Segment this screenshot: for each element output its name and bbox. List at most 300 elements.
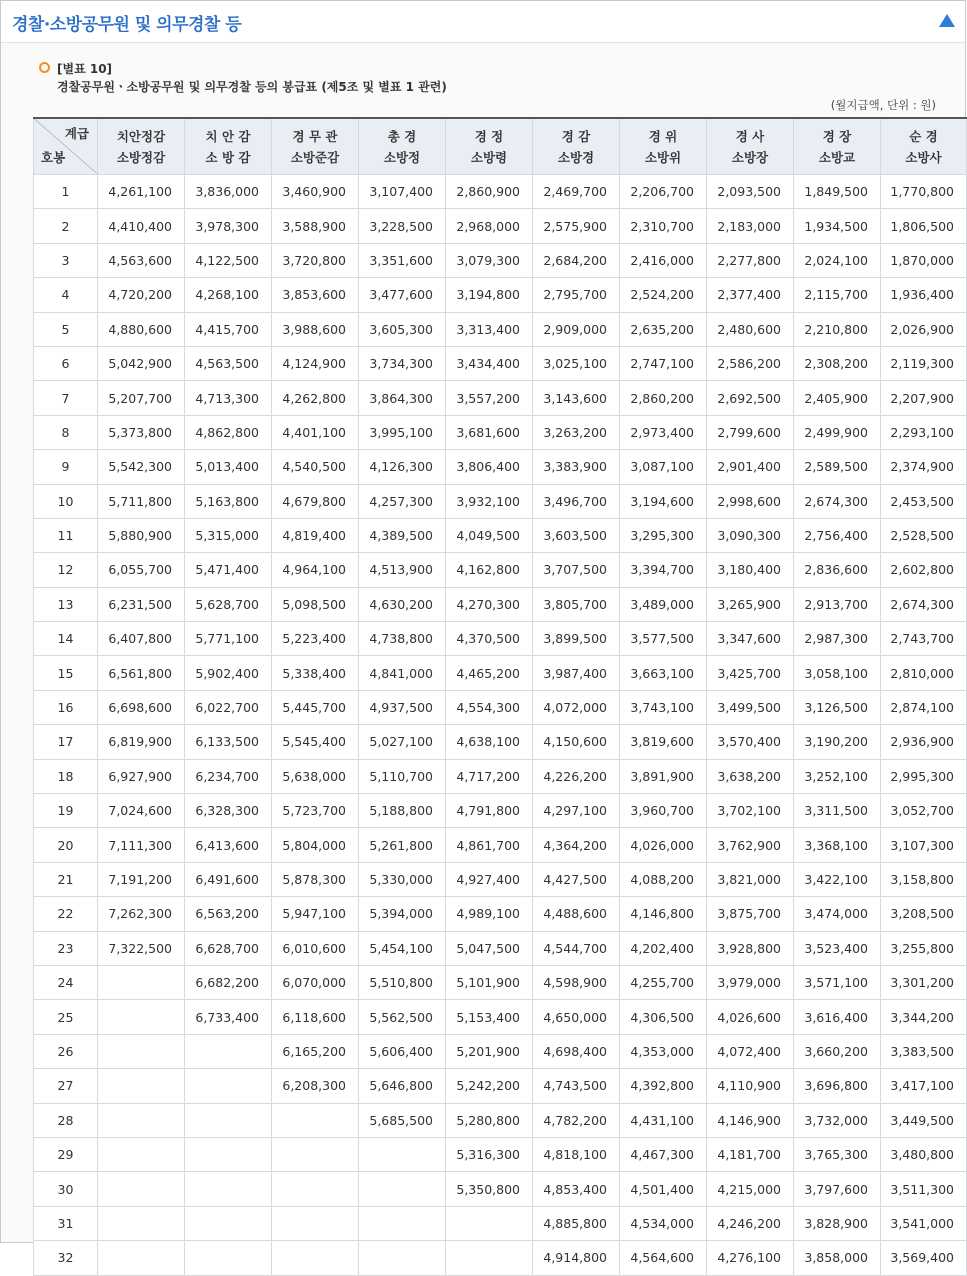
step-cell: 25 bbox=[34, 1000, 98, 1034]
salary-cell: 4,738,800 bbox=[359, 622, 446, 656]
salary-cell: 4,150,600 bbox=[533, 725, 620, 759]
salary-cell: 4,268,100 bbox=[185, 278, 272, 312]
salary-cell: 3,394,700 bbox=[620, 553, 707, 587]
salary-cell: 3,480,800 bbox=[881, 1137, 967, 1171]
salary-cell bbox=[98, 1000, 185, 1034]
salary-cell: 5,316,300 bbox=[446, 1137, 533, 1171]
police-rank-label: 경 사 bbox=[735, 128, 765, 144]
salary-cell: 3,460,900 bbox=[272, 175, 359, 209]
salary-cell: 5,315,000 bbox=[185, 518, 272, 552]
salary-cell: 2,589,500 bbox=[794, 450, 881, 484]
salary-cell: 3,252,100 bbox=[794, 759, 881, 793]
salary-cell: 4,713,300 bbox=[185, 381, 272, 415]
salary-cell: 2,674,300 bbox=[881, 587, 967, 621]
salary-cell: 4,410,400 bbox=[98, 209, 185, 243]
salary-cell: 4,989,100 bbox=[446, 897, 533, 931]
salary-cell: 3,058,100 bbox=[794, 656, 881, 690]
salary-cell: 4,181,700 bbox=[707, 1137, 794, 1171]
salary-cell: 4,270,300 bbox=[446, 587, 533, 621]
salary-cell: 3,765,300 bbox=[794, 1137, 881, 1171]
salary-cell: 3,351,600 bbox=[359, 243, 446, 277]
salary-cell: 4,937,500 bbox=[359, 690, 446, 724]
corner-rank-label: 계급 bbox=[64, 126, 89, 141]
salary-cell: 4,544,700 bbox=[533, 931, 620, 965]
salary-cell: 3,988,600 bbox=[272, 312, 359, 346]
salary-cell: 4,026,600 bbox=[707, 1000, 794, 1034]
table-row bbox=[34, 518, 967, 552]
salary-cell: 2,913,700 bbox=[794, 587, 881, 621]
police-rank-label: 경 감 bbox=[561, 128, 591, 144]
salary-cell: 5,606,400 bbox=[359, 1034, 446, 1068]
salary-cell: 5,628,700 bbox=[185, 587, 272, 621]
police-rank-label: 치안정감 bbox=[116, 128, 166, 144]
salary-cell bbox=[446, 1206, 533, 1240]
salary-cell bbox=[98, 1172, 185, 1206]
salary-cell: 6,328,300 bbox=[185, 794, 272, 828]
salary-cell: 3,720,800 bbox=[272, 243, 359, 277]
salary-cell: 3,422,100 bbox=[794, 862, 881, 896]
salary-cell: 5,685,500 bbox=[359, 1103, 446, 1137]
salary-cell: 4,885,800 bbox=[533, 1206, 620, 1240]
salary-cell: 3,875,700 bbox=[707, 897, 794, 931]
salary-cell: 2,416,000 bbox=[620, 243, 707, 277]
salary-cell: 4,819,400 bbox=[272, 518, 359, 552]
salary-cell: 7,111,300 bbox=[98, 828, 185, 862]
column-header bbox=[359, 118, 446, 175]
salary-cell: 6,561,800 bbox=[98, 656, 185, 690]
salary-cell: 4,540,500 bbox=[272, 450, 359, 484]
salary-cell: 3,707,500 bbox=[533, 553, 620, 587]
police-rank-label: 경 무 관 bbox=[292, 128, 338, 144]
step-cell: 9 bbox=[34, 450, 98, 484]
salary-cell: 3,523,400 bbox=[794, 931, 881, 965]
salary-cell: 6,491,600 bbox=[185, 862, 272, 896]
salary-cell: 3,569,400 bbox=[881, 1241, 967, 1275]
salary-cell: 6,010,600 bbox=[272, 931, 359, 965]
salary-cell: 3,126,500 bbox=[794, 690, 881, 724]
salary-cell: 4,215,000 bbox=[707, 1172, 794, 1206]
step-cell: 12 bbox=[34, 553, 98, 587]
salary-cell: 2,119,300 bbox=[881, 346, 967, 380]
circle-bullet-icon bbox=[39, 62, 50, 73]
salary-cell: 3,079,300 bbox=[446, 243, 533, 277]
salary-cell: 3,107,300 bbox=[881, 828, 967, 862]
step-cell: 26 bbox=[34, 1034, 98, 1068]
table-row bbox=[34, 278, 967, 312]
column-header bbox=[533, 118, 620, 175]
step-cell: 10 bbox=[34, 484, 98, 518]
salary-cell: 3,489,000 bbox=[620, 587, 707, 621]
salary-cell: 2,602,800 bbox=[881, 553, 967, 587]
step-cell: 14 bbox=[34, 622, 98, 656]
salary-cell: 3,638,200 bbox=[707, 759, 794, 793]
salary-cell: 1,936,400 bbox=[881, 278, 967, 312]
fire-rank-label: 소방사 bbox=[905, 149, 942, 165]
salary-cell: 1,849,500 bbox=[794, 175, 881, 209]
salary-cell: 6,413,600 bbox=[185, 828, 272, 862]
salary-cell: 3,541,000 bbox=[881, 1206, 967, 1240]
salary-cell: 3,853,600 bbox=[272, 278, 359, 312]
salary-cell: 2,207,900 bbox=[881, 381, 967, 415]
salary-cell: 2,453,500 bbox=[881, 484, 967, 518]
salary-cell: 2,674,300 bbox=[794, 484, 881, 518]
column-header bbox=[707, 118, 794, 175]
salary-cell: 3,255,800 bbox=[881, 931, 967, 965]
salary-cell: 5,771,100 bbox=[185, 622, 272, 656]
salary-cell: 6,698,600 bbox=[98, 690, 185, 724]
step-cell: 31 bbox=[34, 1206, 98, 1240]
salary-cell: 3,616,400 bbox=[794, 1000, 881, 1034]
fire-rank-label: 소방준감 bbox=[290, 149, 340, 165]
salary-cell: 5,047,500 bbox=[446, 931, 533, 965]
table-row bbox=[34, 725, 967, 759]
table-row bbox=[34, 931, 967, 965]
salary-cell: 5,013,400 bbox=[185, 450, 272, 484]
corner-step-label: 호봉 bbox=[41, 150, 66, 165]
salary-cell: 6,118,600 bbox=[272, 1000, 359, 1034]
salary-cell: 6,022,700 bbox=[185, 690, 272, 724]
salary-cell: 5,471,400 bbox=[185, 553, 272, 587]
salary-cell: 3,702,100 bbox=[707, 794, 794, 828]
salary-cell: 2,377,400 bbox=[707, 278, 794, 312]
salary-cell: 5,163,800 bbox=[185, 484, 272, 518]
salary-cell: 4,880,600 bbox=[98, 312, 185, 346]
step-cell: 23 bbox=[34, 931, 98, 965]
salary-cell: 4,563,600 bbox=[98, 243, 185, 277]
salary-cell: 5,207,700 bbox=[98, 381, 185, 415]
salary-cell: 7,191,200 bbox=[98, 862, 185, 896]
salary-cell: 3,194,600 bbox=[620, 484, 707, 518]
salary-cell: 2,860,200 bbox=[620, 381, 707, 415]
salary-cell: 3,190,200 bbox=[794, 725, 881, 759]
salary-cell: 2,528,500 bbox=[881, 518, 967, 552]
salary-cell: 3,228,500 bbox=[359, 209, 446, 243]
salary-cell: 6,234,700 bbox=[185, 759, 272, 793]
salary-cell: 4,353,000 bbox=[620, 1034, 707, 1068]
salary-cell: 5,280,800 bbox=[446, 1103, 533, 1137]
fire-rank-label: 소방령 bbox=[470, 149, 508, 165]
salary-cell: 5,261,800 bbox=[359, 828, 446, 862]
salary-cell: 4,563,500 bbox=[185, 346, 272, 380]
table-row bbox=[34, 656, 967, 690]
step-cell: 30 bbox=[34, 1172, 98, 1206]
salary-cell: 4,389,500 bbox=[359, 518, 446, 552]
salary-cell: 4,564,600 bbox=[620, 1241, 707, 1275]
salary-cell bbox=[272, 1241, 359, 1275]
salary-cell bbox=[185, 1034, 272, 1068]
salary-cell: 5,723,700 bbox=[272, 794, 359, 828]
salary-cell: 3,603,500 bbox=[533, 518, 620, 552]
salary-cell: 5,110,700 bbox=[359, 759, 446, 793]
salary-cell: 3,819,600 bbox=[620, 725, 707, 759]
salary-cell: 4,370,500 bbox=[446, 622, 533, 656]
table-row bbox=[34, 897, 967, 931]
salary-cell: 2,998,600 bbox=[707, 484, 794, 518]
salary-cell: 3,891,900 bbox=[620, 759, 707, 793]
salary-cell: 4,306,500 bbox=[620, 1000, 707, 1034]
salary-cell bbox=[98, 1034, 185, 1068]
table-row bbox=[34, 1172, 967, 1206]
salary-cell: 3,762,900 bbox=[707, 828, 794, 862]
salary-cell: 6,231,500 bbox=[98, 587, 185, 621]
salary-cell: 2,026,900 bbox=[881, 312, 967, 346]
table-row bbox=[34, 1034, 967, 1068]
police-rank-label: 총 경 bbox=[387, 128, 417, 144]
step-cell: 13 bbox=[34, 587, 98, 621]
table-row bbox=[34, 1069, 967, 1103]
salary-cell: 5,445,700 bbox=[272, 690, 359, 724]
table-row bbox=[34, 1103, 967, 1137]
salary-cell: 2,836,600 bbox=[794, 553, 881, 587]
salary-cell: 4,698,400 bbox=[533, 1034, 620, 1068]
salary-cell: 3,899,500 bbox=[533, 622, 620, 656]
fire-rank-label: 소방정 bbox=[383, 149, 421, 165]
salary-cell: 6,563,200 bbox=[185, 897, 272, 931]
salary-cell bbox=[185, 1069, 272, 1103]
salary-cell: 5,394,000 bbox=[359, 897, 446, 931]
salary-cell: 3,864,300 bbox=[359, 381, 446, 415]
salary-cell: 2,799,600 bbox=[707, 415, 794, 449]
salary-cell: 5,338,400 bbox=[272, 656, 359, 690]
salary-cell: 5,101,900 bbox=[446, 965, 533, 999]
salary-cell: 3,577,500 bbox=[620, 622, 707, 656]
salary-cell: 5,510,800 bbox=[359, 965, 446, 999]
salary-cell: 2,901,400 bbox=[707, 450, 794, 484]
salary-cell: 2,995,300 bbox=[881, 759, 967, 793]
salary-cell: 4,297,100 bbox=[533, 794, 620, 828]
salary-cell: 7,322,500 bbox=[98, 931, 185, 965]
salary-cell bbox=[98, 1241, 185, 1275]
salary-cell: 5,545,400 bbox=[272, 725, 359, 759]
salary-cell: 5,562,500 bbox=[359, 1000, 446, 1034]
table-row bbox=[34, 312, 967, 346]
step-cell: 11 bbox=[34, 518, 98, 552]
salary-cell: 4,465,200 bbox=[446, 656, 533, 690]
salary-cell: 3,368,100 bbox=[794, 828, 881, 862]
salary-cell: 4,122,500 bbox=[185, 243, 272, 277]
salary-cell: 2,860,900 bbox=[446, 175, 533, 209]
salary-cell bbox=[272, 1103, 359, 1137]
table-row bbox=[34, 346, 967, 380]
salary-cell: 3,732,000 bbox=[794, 1103, 881, 1137]
salary-cell: 3,605,300 bbox=[359, 312, 446, 346]
salary-cell: 4,088,200 bbox=[620, 862, 707, 896]
salary-cell: 1,806,500 bbox=[881, 209, 967, 243]
salary-cell: 3,087,100 bbox=[620, 450, 707, 484]
salary-cell: 6,055,700 bbox=[98, 553, 185, 587]
salary-cell: 2,499,900 bbox=[794, 415, 881, 449]
salary-cell: 2,743,700 bbox=[881, 622, 967, 656]
table-row bbox=[34, 1241, 967, 1275]
salary-cell: 4,964,100 bbox=[272, 553, 359, 587]
salary-cell: 5,188,800 bbox=[359, 794, 446, 828]
salary-cell: 6,819,900 bbox=[98, 725, 185, 759]
police-rank-label: 경 정 bbox=[474, 128, 504, 144]
salary-cell: 2,293,100 bbox=[881, 415, 967, 449]
step-cell: 18 bbox=[34, 759, 98, 793]
salary-cell: 3,107,400 bbox=[359, 175, 446, 209]
salary-cell: 1,934,500 bbox=[794, 209, 881, 243]
salary-cell: 2,480,600 bbox=[707, 312, 794, 346]
salary-cell: 3,806,400 bbox=[446, 450, 533, 484]
fire-rank-label: 소방위 bbox=[644, 149, 682, 165]
step-cell: 22 bbox=[34, 897, 98, 931]
step-cell: 28 bbox=[34, 1103, 98, 1137]
salary-cell: 3,571,100 bbox=[794, 965, 881, 999]
salary-cell: 3,828,900 bbox=[794, 1206, 881, 1240]
salary-cell bbox=[446, 1241, 533, 1275]
salary-cell: 3,449,500 bbox=[881, 1103, 967, 1137]
table-number: [별표 10] bbox=[57, 62, 113, 76]
salary-cell: 3,194,800 bbox=[446, 278, 533, 312]
salary-cell: 2,968,000 bbox=[446, 209, 533, 243]
salary-cell: 4,853,400 bbox=[533, 1172, 620, 1206]
fire-rank-label: 소방경 bbox=[557, 149, 595, 165]
salary-cell: 4,679,800 bbox=[272, 484, 359, 518]
police-rank-label: 경 장 bbox=[822, 128, 852, 144]
step-cell: 19 bbox=[34, 794, 98, 828]
salary-cell: 4,255,700 bbox=[620, 965, 707, 999]
table-row bbox=[34, 175, 967, 209]
salary-cell: 4,226,200 bbox=[533, 759, 620, 793]
column-header bbox=[881, 118, 967, 175]
salary-cell: 5,153,400 bbox=[446, 1000, 533, 1034]
salary-cell: 5,638,000 bbox=[272, 759, 359, 793]
column-header bbox=[272, 118, 359, 175]
salary-cell: 3,978,300 bbox=[185, 209, 272, 243]
table-row bbox=[34, 450, 967, 484]
salary-cell: 3,417,100 bbox=[881, 1069, 967, 1103]
salary-cell bbox=[359, 1172, 446, 1206]
salary-cell: 2,973,400 bbox=[620, 415, 707, 449]
salary-cell: 2,310,700 bbox=[620, 209, 707, 243]
step-cell: 2 bbox=[34, 209, 98, 243]
table-row bbox=[34, 1137, 967, 1171]
step-cell: 24 bbox=[34, 965, 98, 999]
salary-cell: 3,295,300 bbox=[620, 518, 707, 552]
salary-cell: 4,650,000 bbox=[533, 1000, 620, 1034]
salary-cell: 2,210,800 bbox=[794, 312, 881, 346]
salary-cell: 5,711,800 bbox=[98, 484, 185, 518]
salary-cell: 4,415,700 bbox=[185, 312, 272, 346]
salary-cell: 3,557,200 bbox=[446, 381, 533, 415]
salary-table bbox=[33, 117, 967, 1276]
salary-cell: 3,681,600 bbox=[446, 415, 533, 449]
table-row bbox=[34, 690, 967, 724]
salary-cell: 4,427,500 bbox=[533, 862, 620, 896]
salary-cell: 5,242,200 bbox=[446, 1069, 533, 1103]
salary-cell: 4,927,400 bbox=[446, 862, 533, 896]
table-row bbox=[34, 381, 967, 415]
salary-cell bbox=[359, 1241, 446, 1275]
salary-cell: 3,511,300 bbox=[881, 1172, 967, 1206]
salary-cell: 4,110,900 bbox=[707, 1069, 794, 1103]
salary-cell: 2,183,000 bbox=[707, 209, 794, 243]
salary-cell: 3,434,400 bbox=[446, 346, 533, 380]
salary-cell: 5,878,300 bbox=[272, 862, 359, 896]
table-caption bbox=[33, 59, 937, 79]
section-header[interactable] bbox=[1, 1, 965, 43]
table-row bbox=[34, 243, 967, 277]
salary-cell: 4,124,900 bbox=[272, 346, 359, 380]
salary-cell: 2,405,900 bbox=[794, 381, 881, 415]
step-cell: 7 bbox=[34, 381, 98, 415]
salary-cell: 3,477,600 bbox=[359, 278, 446, 312]
step-cell: 17 bbox=[34, 725, 98, 759]
salary-cell: 4,162,800 bbox=[446, 553, 533, 587]
salary-cell: 6,682,200 bbox=[185, 965, 272, 999]
salary-cell: 3,025,100 bbox=[533, 346, 620, 380]
salary-cell: 2,635,200 bbox=[620, 312, 707, 346]
salary-cell: 3,743,100 bbox=[620, 690, 707, 724]
salary-cell: 2,747,100 bbox=[620, 346, 707, 380]
salary-cell: 4,743,500 bbox=[533, 1069, 620, 1103]
police-rank-label: 경 위 bbox=[648, 128, 678, 144]
salary-cell: 2,684,200 bbox=[533, 243, 620, 277]
salary-cell: 2,756,400 bbox=[794, 518, 881, 552]
salary-cell: 5,098,500 bbox=[272, 587, 359, 621]
salary-cell: 3,383,500 bbox=[881, 1034, 967, 1068]
salary-cell: 3,734,300 bbox=[359, 346, 446, 380]
salary-cell bbox=[272, 1206, 359, 1240]
salary-cell: 3,263,200 bbox=[533, 415, 620, 449]
table-row bbox=[34, 622, 967, 656]
salary-cell: 7,262,300 bbox=[98, 897, 185, 931]
police-rank-label: 치 안 감 bbox=[205, 128, 251, 144]
triangle-up-icon[interactable] bbox=[939, 14, 955, 27]
salary-cell: 5,947,100 bbox=[272, 897, 359, 931]
table-header-row bbox=[34, 118, 967, 175]
salary-cell: 4,534,000 bbox=[620, 1206, 707, 1240]
salary-cell: 3,663,100 bbox=[620, 656, 707, 690]
salary-cell: 2,874,100 bbox=[881, 690, 967, 724]
salary-cell: 4,072,000 bbox=[533, 690, 620, 724]
salary-cell bbox=[185, 1172, 272, 1206]
salary-cell: 5,373,800 bbox=[98, 415, 185, 449]
salary-cell: 3,979,000 bbox=[707, 965, 794, 999]
salary-cell: 2,024,100 bbox=[794, 243, 881, 277]
salary-cell: 5,330,000 bbox=[359, 862, 446, 896]
salary-cell bbox=[272, 1172, 359, 1206]
salary-cell: 2,575,900 bbox=[533, 209, 620, 243]
column-header bbox=[620, 118, 707, 175]
salary-cell: 4,049,500 bbox=[446, 518, 533, 552]
salary-cell: 4,467,300 bbox=[620, 1137, 707, 1171]
salary-cell: 3,588,900 bbox=[272, 209, 359, 243]
salary-cell: 6,628,700 bbox=[185, 931, 272, 965]
salary-cell: 3,301,200 bbox=[881, 965, 967, 999]
salary-cell bbox=[185, 1206, 272, 1240]
step-cell: 4 bbox=[34, 278, 98, 312]
step-cell: 6 bbox=[34, 346, 98, 380]
salary-cell: 2,586,200 bbox=[707, 346, 794, 380]
salary-cell bbox=[359, 1206, 446, 1240]
salary-cell: 4,262,800 bbox=[272, 381, 359, 415]
salary-cell bbox=[98, 1103, 185, 1137]
column-header bbox=[98, 118, 185, 175]
salary-cell: 1,770,800 bbox=[881, 175, 967, 209]
salary-cell: 3,987,400 bbox=[533, 656, 620, 690]
salary-cell: 4,554,300 bbox=[446, 690, 533, 724]
salary-cell: 6,407,800 bbox=[98, 622, 185, 656]
table-row bbox=[34, 415, 967, 449]
salary-cell: 6,070,000 bbox=[272, 965, 359, 999]
salary-cell: 4,862,800 bbox=[185, 415, 272, 449]
table-row bbox=[34, 965, 967, 999]
salary-cell: 3,383,900 bbox=[533, 450, 620, 484]
salary-cell: 3,932,100 bbox=[446, 484, 533, 518]
salary-cell: 3,805,700 bbox=[533, 587, 620, 621]
